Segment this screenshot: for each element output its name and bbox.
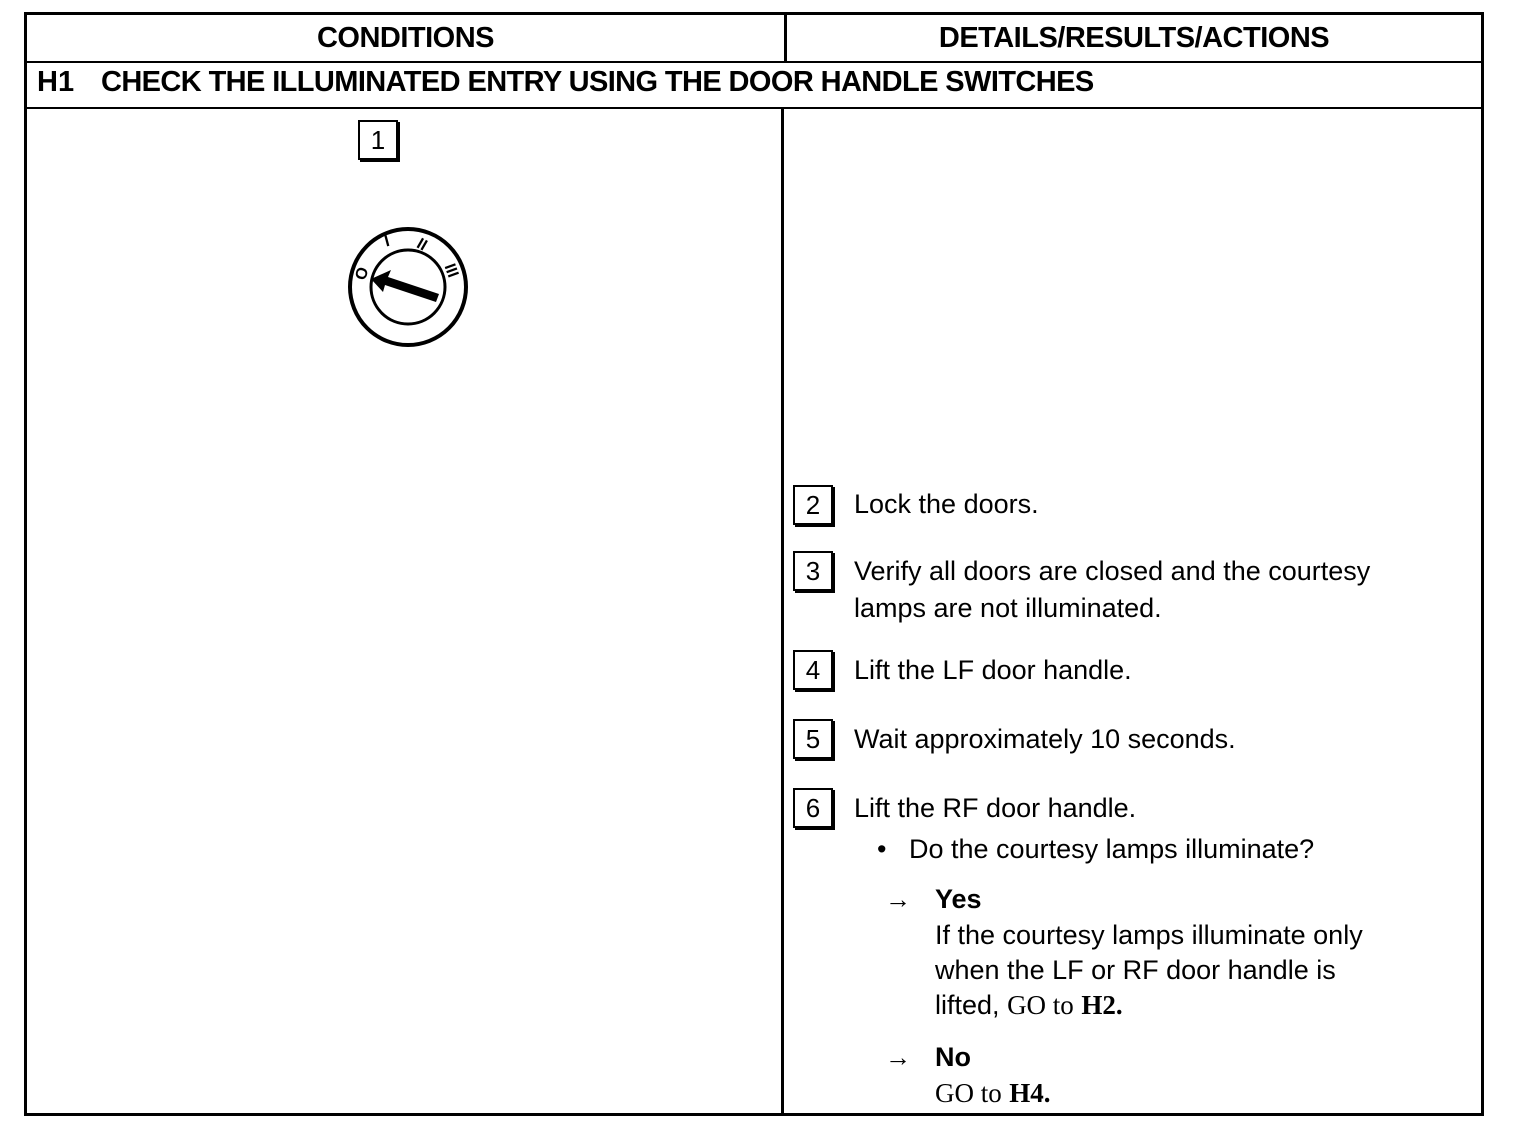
step-1-number: 1 [370,124,386,155]
position-i-label: I [382,232,392,251]
details-heading: DETAILS/RESULTS/ACTIONS [938,21,1330,54]
yes-goto-link[interactable]: H2. [1081,990,1123,1020]
step-3-text-line1: Verify all doors are closed and the courtesy [854,556,1371,586]
step-4-number: 4 [805,654,821,685]
procedure-table [24,12,1484,1116]
yes-label: Yes [935,884,982,914]
no-label: No [935,1042,971,1072]
step-6-box [793,788,833,828]
step-3-box [793,551,833,591]
yes-arrow-icon: → [885,884,911,914]
step-3-text-line2: lamps are not illuminated. [854,593,1162,623]
step-5-text: Wait approximately 10 seconds. [854,724,1236,754]
no-goto-link[interactable]: H4. [1009,1078,1051,1108]
yes-lifted-text: lifted, [935,990,1000,1020]
step-5-box [793,719,833,759]
table-header [27,15,1481,63]
no-arrow-icon: → [885,1042,911,1072]
conditions-heading: CONDITIONS [316,21,495,54]
step-5-number: 5 [805,723,821,754]
step-2-text: Lock the doors. [854,489,1039,519]
step-4-box [793,650,833,690]
question-text: Do the courtesy lamps illuminate? [909,834,1315,864]
step-3-number: 3 [805,555,821,586]
step-2-box [793,485,833,525]
position-ii-label: II [413,235,430,255]
yes-text-line3 [935,987,1123,1023]
step-1-box [358,120,398,160]
yes-text-line1: If the courtesy lamps illuminate only [935,920,1363,950]
test-title: CHECK THE ILLUMINATED ENTRY USING THE DOOR HANDLE SWITCHES [101,66,1094,98]
test-title-row [27,61,1481,109]
test-code: H1 [37,66,75,98]
key-pointer-arrow [371,270,439,302]
ignition-switch-icon [343,222,473,352]
step-4-text: Lift the LF door handle. [854,655,1132,685]
step-6-number: 6 [805,792,821,823]
step-2-number: 2 [805,489,821,520]
position-o-label: O [352,265,373,282]
position-iii-label: III [440,261,462,280]
yes-goto-text: GO to [1007,990,1074,1020]
question-bullet: • [877,834,887,864]
yes-text-line2: when the LF or RF door handle is [935,955,1336,985]
step-6-text: Lift the RF door handle. [854,793,1137,823]
no-text [935,1075,1051,1111]
column-divider-body [781,107,784,1113]
no-goto-text: GO to [935,1078,1002,1108]
